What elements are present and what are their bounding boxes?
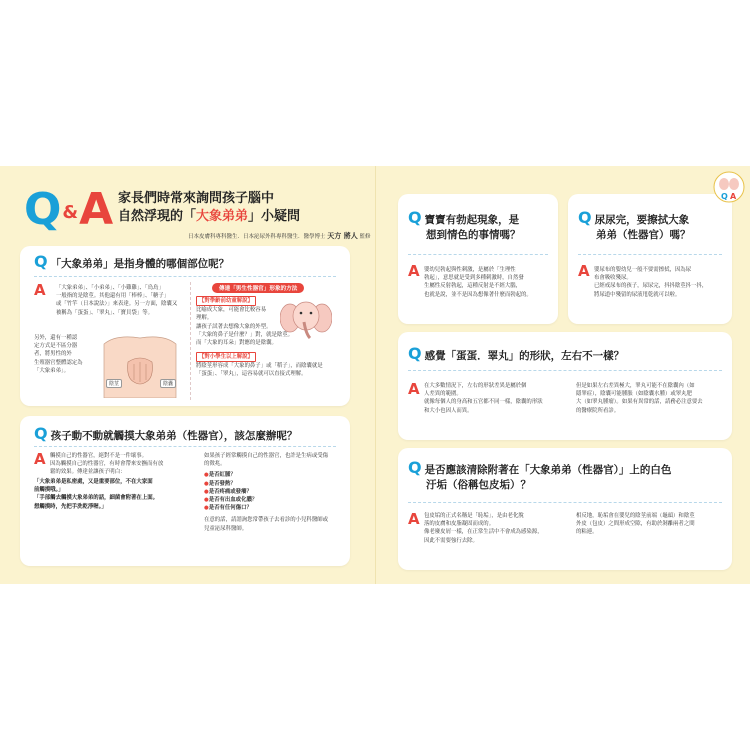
qa-card-5 [398, 332, 732, 440]
page-gutter [375, 166, 376, 584]
answer-mark: A [34, 450, 46, 468]
svg-text:Q: Q [721, 192, 728, 201]
answer-3-text: 嬰幼兒勃起與性刺激，是屬於「生理性 勃起」，意思就是受到多種刺激時，自然發 生屬性反射勃起，這種反射是不經大腦， 也就是說，並不是因為想像著什麼而勃起的。 [424, 267, 532, 298]
qa-badge-icon [712, 170, 746, 204]
question-4: Q尿尿完，要擦拭大象 弟弟（性器官）嗎？ [578, 208, 691, 241]
tip-2: 【對小學生以上解說】 將陰莖形容成「大象的鼻子」或「稻子」，而陰囊就是 「蛋蛋」、「睪丸」，這容易就可以直接式理解。 [196, 354, 323, 378]
title-line-2: 自然浮現的「大象弟弟」小疑問 [118, 209, 301, 224]
answer-mark: A [408, 510, 420, 528]
anatomy-illustration [98, 334, 182, 398]
answer-2-text: 觸摸自己的性器官，絕對不是一件壞事。 因為觸摸自己的性器官，有時會帶來安撫而有放 鬆的效果。傳達並讓孩子明白： [50, 453, 164, 476]
question-6: Q是否應該清除附著在「大象弟弟（性器官）」上的白色 汙垢（俗稱包皮垢）？ [408, 458, 672, 491]
byline: 日本皮膚科專科醫生．日本泌尿外科專科醫生．醫學博士 天方 將人 監修 [188, 232, 371, 240]
check-item: ●是否有出血或化膿？ [204, 497, 258, 504]
answer-mark: A [578, 262, 590, 280]
qa-card-6 [398, 448, 732, 570]
qa-card-2 [20, 416, 350, 566]
answer-mark: A [408, 262, 420, 280]
answer-mark: A [34, 281, 46, 299]
elephant-icon [280, 298, 332, 342]
answer-mark: A [408, 380, 420, 398]
check-item: ●是否發熱？ [204, 480, 236, 487]
answer-1-text: 「大象弟弟」、「小弟弟」、「小雞雞」、「鳥鳥」 一般指的是陰莖。其他還有用「棒棒」、「糖子」 或「竹竿（日本說法）」來表達。另一方面，陰囊又 被稱為「蛋蛋」、「睪丸」、「寶貝袋」等。 [56, 285, 178, 316]
qa-card-4 [568, 194, 732, 324]
qa-logo: Q&A [24, 184, 114, 235]
title-line-1: 家長們時常來詢問孩子腦中 [118, 191, 275, 206]
question-2: Q孩子動不動就觸摸大象弟弟（性器官），該怎麼辦呢？ [34, 424, 298, 443]
page-title [118, 190, 300, 226]
answer-6-right: 相反地，恥垢會在嬰兒的陰莖前端（龜頭）和陰莖 外皮（包皮）之間形成空隙，有助於剝離兩者之間 的粘連。 [576, 513, 695, 536]
answer-1-side-note: 另外，還有一種認 定方式是不區分器 者，將男性的外 生殖器官整體認定為 「大象弟弟」。 [34, 335, 83, 374]
label-scrotum: 陰囊 [160, 379, 176, 388]
answer-5-right: 但是如果左右差異極大，睪丸可能不在陰囊內（如 隱睪症），陰囊可能腫脹（如陰囊水腫）或睪丸肥 大（如睪丸腫瘤）。如果有異常的話，請務必注意要去 的醫療院所看診。 [576, 383, 703, 414]
check-item: ●是否紅腫？ [204, 472, 236, 479]
tip-pill: 傳達「男生性器官」形象的方法 [212, 283, 304, 293]
qa-card-1 [20, 246, 350, 406]
tip-1: 【對學齡前幼童解說】 比喻成大象，可能會比較容易 理解。 讓孩子試著去想像大象的外型。 「大象的鼻子是什麼？」對，就是陰莖。 而「大象的耳朵」對應的是陰囊。 [196, 298, 294, 347]
check-item: ●是否有任何傷口？ [204, 505, 252, 512]
answer-6-text: 包皮垢的正式名稱是「恥垢」，是由老化脫 落的皮膚和皮脂凝固而成的。 像老廢皮屑一樣，在正常生活中不會成為感染源， 因此不需要強行去除。 [424, 513, 543, 544]
svg-text:A: A [730, 192, 737, 201]
qa-card-3 [398, 194, 558, 324]
answer-2-right: 如果孩子經常觸摸自己的性器官，也許是生病或受傷 的徵兆。 ●是否紅腫？ ●是否發熱？ ●是否疼痛或發癢？ ●是否有出血或化膿？ ●是否有任何傷口？ 在意的話，請諮詢您常帶孩子去看診的小兒科醫師或 兒童泌尿科醫師。 [204, 452, 344, 533]
answer-2-bold: 「大象弟弟是私密處，又是重要部位，不在大家面 前觸摸哦。」 「手部觸去觸摸大象弟弟的話，細菌會附著在上面。 想觸摸時，先把手洗乾淨喔。」 [34, 479, 158, 510]
answer-4-text: 嬰尿布的嬰幼兒一般不要需擦拭，因為尿 布會吸收殘尿。 已經戒尿布的孩子，尿尿完，抖抖陰莖抖一抖， 將尿道中殘留的尿液甩乾就可以啦。 [594, 267, 708, 298]
label-penis: 陰莖 [106, 379, 122, 388]
answer-5-text: 在大多數情況下，左右的形狀差異是屬於個 人差異的範圍。 就像每個人的身高和五官都不同一樣，陰囊的形狀 和大小也因人而異。 [424, 383, 543, 414]
question-1: Q 「大象弟弟」是指身體的哪個部位呢？ [34, 252, 230, 271]
question-3: Q寶寶有勃起現象，是 想到情色的事情嗎？ [408, 208, 521, 241]
book-spread [0, 166, 750, 584]
check-item: ●是否疼痛或發癢？ [204, 488, 252, 495]
question-5: Q感覺「蛋蛋．睪丸」的形狀，左右不一樣？ [408, 344, 625, 363]
